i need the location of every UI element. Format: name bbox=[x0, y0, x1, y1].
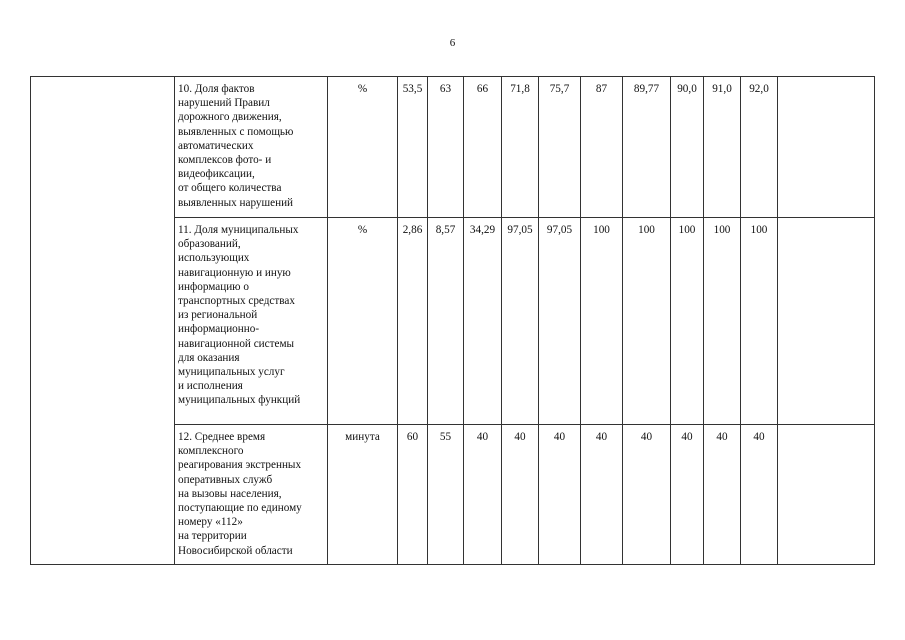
empty-cell bbox=[778, 77, 875, 218]
value-cell: 97,05 bbox=[502, 218, 539, 425]
value-cell: 100 bbox=[741, 218, 778, 425]
value-cell: 40 bbox=[671, 425, 704, 565]
value-cell: 60 bbox=[398, 425, 428, 565]
value-cell: 66 bbox=[464, 77, 502, 218]
empty-cell bbox=[778, 425, 875, 565]
value-cell: 40 bbox=[741, 425, 778, 565]
indicator-unit: % bbox=[328, 218, 398, 425]
empty-cell bbox=[778, 218, 875, 425]
value-cell: 34,29 bbox=[464, 218, 502, 425]
indicator-name: 11. Доля муниципальных образований, использующих навигационную и иную информацию о транспортных средствах из региональной информационно- навигационной системы для оказания муниципальных услуг и исполнения муниципальных функций bbox=[175, 218, 328, 425]
value-cell: 8,57 bbox=[428, 218, 464, 425]
blank-left-cell bbox=[31, 77, 175, 565]
value-cell: 40 bbox=[464, 425, 502, 565]
value-cell: 2,86 bbox=[398, 218, 428, 425]
value-cell: 40 bbox=[623, 425, 671, 565]
indicator-name: 10. Доля фактов нарушений Правил дорожного движения, выявленных с помощью автоматических комплексов фото- и видеофиксации, от общего количества выявленных нарушений bbox=[175, 77, 328, 218]
value-cell: 100 bbox=[581, 218, 623, 425]
value-cell: 100 bbox=[623, 218, 671, 425]
value-cell: 92,0 bbox=[741, 77, 778, 218]
indicator-unit: % bbox=[328, 77, 398, 218]
value-cell: 71,8 bbox=[502, 77, 539, 218]
value-cell: 40 bbox=[704, 425, 741, 565]
indicators-table bbox=[30, 76, 875, 565]
indicator-unit: минута bbox=[328, 425, 398, 565]
table-row bbox=[31, 77, 875, 218]
value-cell: 91,0 bbox=[704, 77, 741, 218]
value-cell: 40 bbox=[539, 425, 581, 565]
indicator-name: 12. Среднее время комплексного реагирования экстренных оперативных служб на вызовы населения, поступающие по единому номеру «112» на территории Новосибирской области bbox=[175, 425, 328, 565]
value-cell: 90,0 bbox=[671, 77, 704, 218]
value-cell: 40 bbox=[502, 425, 539, 565]
value-cell: 87 bbox=[581, 77, 623, 218]
value-cell: 53,5 bbox=[398, 77, 428, 218]
value-cell: 100 bbox=[704, 218, 741, 425]
value-cell: 97,05 bbox=[539, 218, 581, 425]
value-cell: 55 bbox=[428, 425, 464, 565]
value-cell: 75,7 bbox=[539, 77, 581, 218]
value-cell: 89,77 bbox=[623, 77, 671, 218]
page-number: 6 bbox=[449, 37, 456, 49]
value-cell: 100 bbox=[671, 218, 704, 425]
value-cell: 63 bbox=[428, 77, 464, 218]
value-cell: 40 bbox=[581, 425, 623, 565]
